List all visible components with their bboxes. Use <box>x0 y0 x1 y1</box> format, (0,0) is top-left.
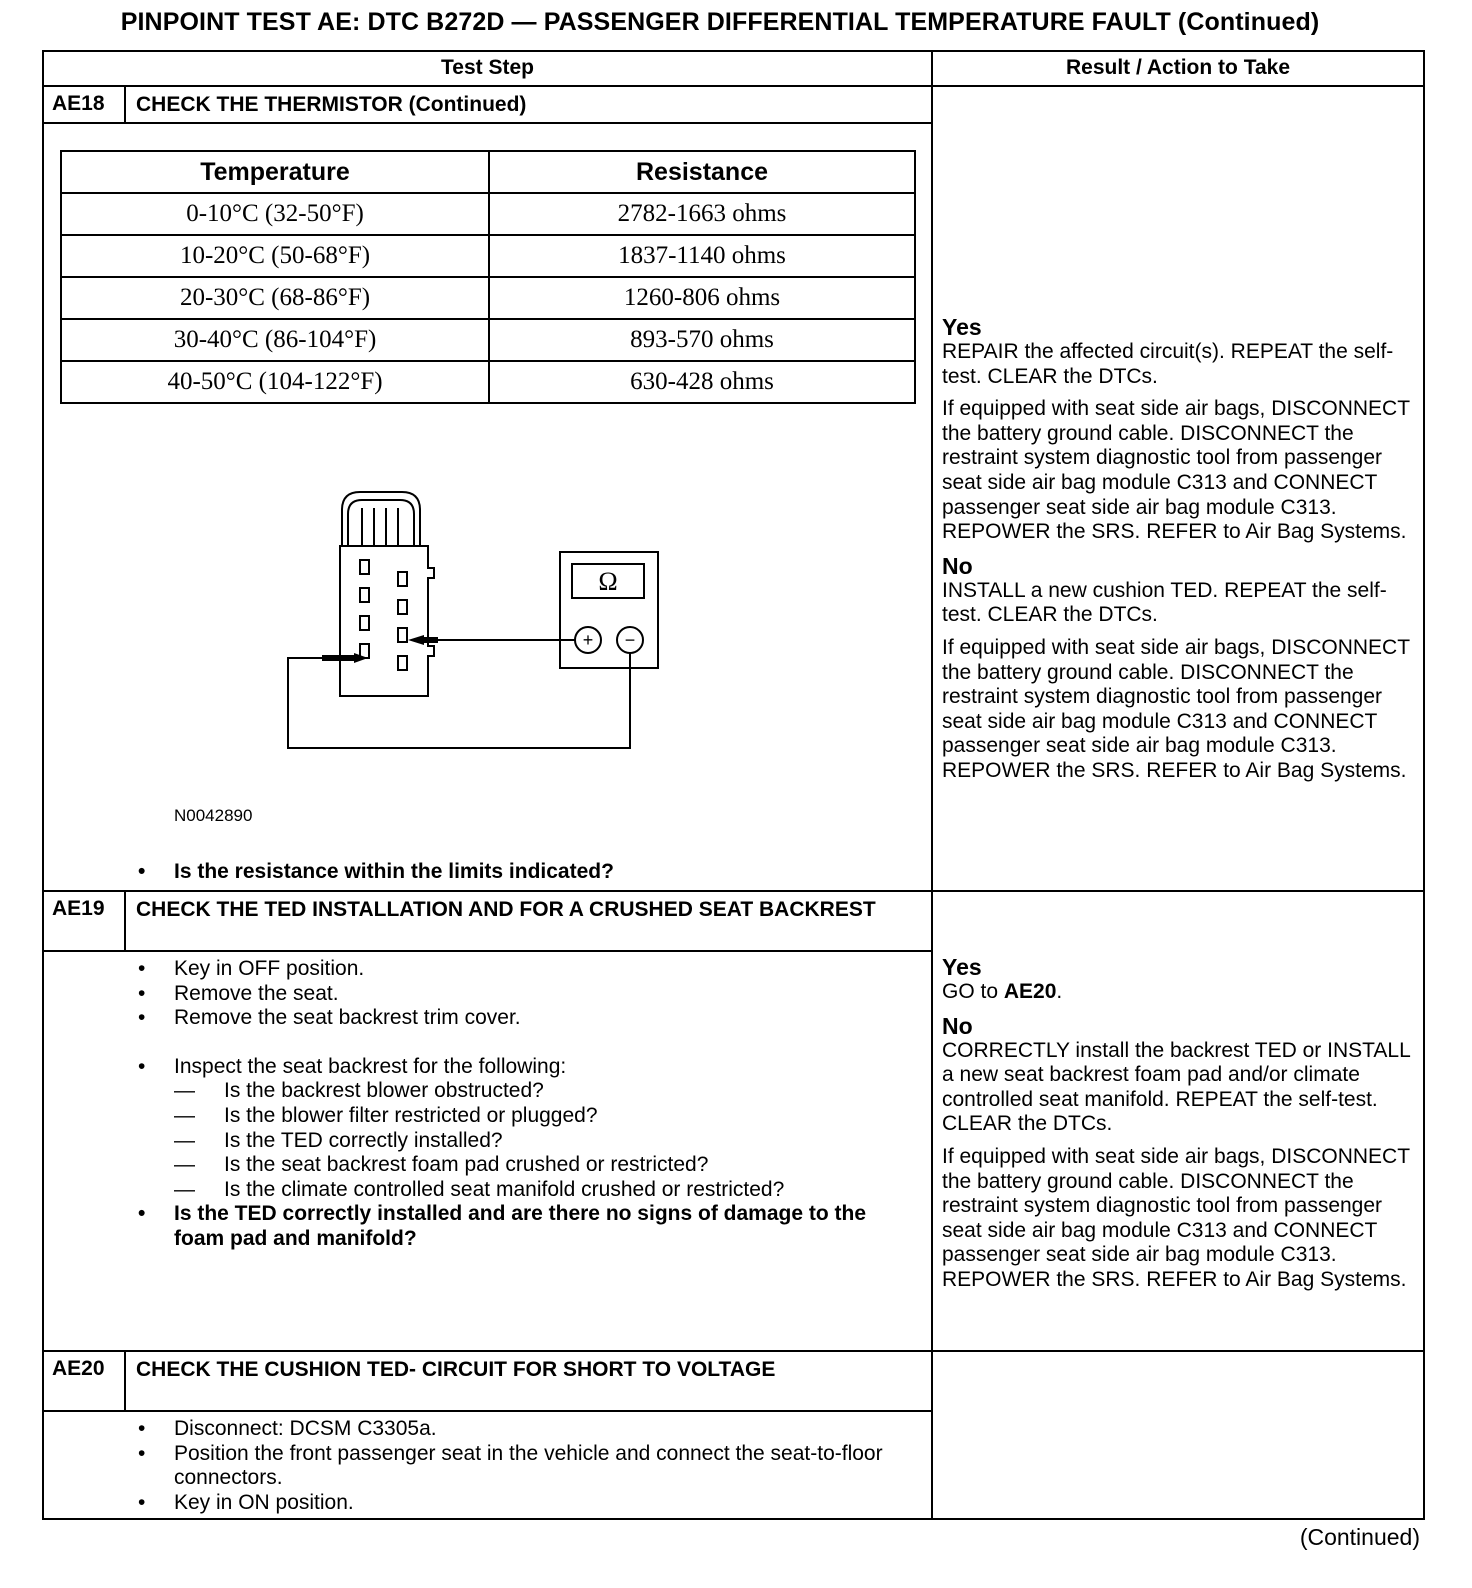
ae19-question: Is the TED correctly installed and are there no signs of damage to the foam pad and manifold? <box>174 1202 866 1250</box>
ae19-results <box>942 954 1422 1293</box>
ae18-results <box>942 314 1422 784</box>
no-action: INSTALL a new cushion TED. REPEAT the self-test. CLEAR the DTCs. <box>942 578 1387 627</box>
dash: — <box>174 1177 195 1201</box>
inspect-text: Inspect the seat backrest for the following: <box>174 1054 567 1078</box>
step-divider <box>44 1350 1423 1352</box>
bullet: • <box>138 1054 146 1078</box>
header-divider <box>44 85 1423 87</box>
go-to-target: AE20 <box>1003 980 1057 1003</box>
check-item <box>136 1104 916 1129</box>
dash: — <box>174 1153 195 1177</box>
resistance-cell: 1837-1140 ohms <box>489 235 915 277</box>
list-item <box>136 1417 916 1442</box>
resistance-cell: 1260-806 ohms <box>489 277 915 319</box>
bullet: • <box>138 1490 146 1514</box>
check-item <box>136 1079 916 1104</box>
no-note: If equipped with seat side air bags, DISCONNECT the battery ground cable. DISCONNECT the restraint system diagnostic tool from passenger seat side air bag module C313 and CONNECT passenger seat side air bag module C313. REPOWER the SRS. REFER to Air Bag Systems. <box>942 1144 1410 1291</box>
list-item <box>136 860 916 885</box>
no-action: CORRECTLY install the backrest TED or INSTALL a new seat backrest foam pad and/or climate controlled seat manifold. REPEAT the self-test. CLEAR the DTCs. <box>942 1038 1410 1136</box>
minus-symbol: − <box>624 630 636 650</box>
figure-id: N0042890 <box>174 806 253 825</box>
id-divider <box>124 892 126 952</box>
id-divider <box>124 87 126 122</box>
table-row <box>61 361 915 403</box>
bullet: • <box>138 1006 146 1030</box>
list-item <box>136 1491 916 1516</box>
list-item <box>136 1006 916 1031</box>
step-divider <box>44 890 1423 892</box>
step-title-ae20: CHECK THE CUSHION TED- CIRCUIT FOR SHORT TO VOLTAGE <box>136 1358 776 1381</box>
dash: — <box>174 1079 195 1103</box>
check-text: Is the blower filter restricted or plugged? <box>224 1103 598 1127</box>
yes-note: If equipped with seat side air bags, DISCONNECT the battery ground cable. DISCONNECT the restraint system diagnostic tool from passenger seat side air bag module C313 and CONNECT passenger seat side air bag module C313. REPOWER the SRS. REFER to Air Bag Systems. <box>942 397 1410 544</box>
table-row <box>61 319 915 361</box>
connector-body <box>340 546 434 696</box>
step-title-divider <box>44 1410 931 1412</box>
ae19-step-list <box>136 957 916 1252</box>
no-label: No <box>942 1012 973 1039</box>
ae18-question-list <box>136 860 916 885</box>
table-row <box>61 235 915 277</box>
list-item <box>136 1202 916 1251</box>
step-text: Remove the seat. <box>174 981 339 1005</box>
yes-label: Yes <box>942 954 982 980</box>
column-header-test-step: Test Step <box>441 56 534 79</box>
list-item <box>136 1442 916 1491</box>
check-text: Is the climate controlled seat manifold crushed or restricted? <box>224 1177 785 1201</box>
go-to-end: . <box>1056 980 1063 1003</box>
no-note: If equipped with seat side air bags, DISCONNECT the battery ground cable. DISCONNECT the restraint system diagnostic tool from passenger seat side air bag module C313 and CONNECT passenger seat side air bag module C313. REPOWER the SRS. REFER to Air Bag Systems. <box>942 635 1410 782</box>
check-item <box>136 1129 916 1154</box>
check-text: Is the TED correctly installed? <box>224 1128 503 1152</box>
plus-symbol: + <box>582 630 594 650</box>
yes-action: REPAIR the affected circuit(s). REPEAT the self-test. CLEAR the DTCs. <box>942 340 1394 388</box>
step-id-ae18: AE18 <box>52 92 105 115</box>
bullet: • <box>138 981 146 1005</box>
yes-label: Yes <box>942 314 982 340</box>
step-text: Position the front passenger seat in the vehicle and connect the seat-to-floor connectors. <box>174 1441 883 1490</box>
resistance-cell: 2782-1663 ohms <box>489 193 915 235</box>
step-title-divider <box>44 950 931 952</box>
id-divider <box>124 1352 126 1412</box>
resistance-cell: 893-570 ohms <box>489 319 915 361</box>
ohm-symbol: Ω <box>598 567 618 596</box>
resistance-cell: 630-428 ohms <box>489 361 915 403</box>
temperature-cell: 0-10°C (32-50°F) <box>61 193 489 235</box>
check-item <box>136 1178 916 1203</box>
step-title-ae19: CHECK THE TED INSTALLATION AND FOR A CRUSHED SEAT BACKREST <box>136 898 876 921</box>
yes-action <box>942 980 1422 1005</box>
continued-footer: (Continued) <box>1299 1524 1420 1550</box>
pinpoint-test-table <box>42 50 1425 1520</box>
step-text: Key in OFF position. <box>174 957 365 980</box>
temperature-cell: 40-50°C (104-122°F) <box>61 361 489 403</box>
thermistor-measurement-diagram <box>274 490 674 760</box>
list-item <box>136 1055 916 1080</box>
check-text: Is the backrest blower obstructed? <box>224 1079 544 1103</box>
temperature-cell: 10-20°C (50-68°F) <box>61 235 489 277</box>
thermistor-resistance-table <box>60 150 916 404</box>
ae20-step-list <box>136 1417 916 1515</box>
column-header-result: Result / Action to Take <box>1065 56 1291 79</box>
step-title-ae18: CHECK THE THERMISTOR (Continued) <box>136 93 527 116</box>
dash: — <box>174 1103 195 1127</box>
temperature-cell: 30-40°C (86-104°F) <box>61 319 489 361</box>
no-label: No <box>942 552 973 579</box>
step-text: Remove the seat backrest trim cover. <box>174 1006 521 1030</box>
check-text: Is the seat backrest foam pad crushed or restricted? <box>224 1153 709 1177</box>
page-title: PINPOINT TEST AE: DTC B272D — PASSENGER DIFFERENTIAL TEMPERATURE FAULT (Continued) <box>120 8 1320 36</box>
step-text: Key in ON position. <box>174 1490 354 1514</box>
list-item <box>136 982 916 1007</box>
check-item <box>136 1153 916 1178</box>
table-header-temperature: Temperature <box>61 151 489 193</box>
table-row <box>61 277 915 319</box>
bullet: • <box>138 957 146 980</box>
table-header-resistance: Resistance <box>489 151 915 193</box>
step-text: Disconnect: DCSM C3305a. <box>174 1417 437 1440</box>
list-item <box>136 957 916 982</box>
bullet: • <box>138 1441 146 1465</box>
ae18-question: Is the resistance within the limits indicated? <box>174 860 614 883</box>
bullet: • <box>138 860 146 883</box>
step-id-ae19: AE19 <box>52 897 105 920</box>
go-to-text: GO to <box>942 980 999 1003</box>
step-id-ae20: AE20 <box>52 1357 105 1380</box>
bullet: • <box>138 1202 146 1226</box>
temperature-cell: 20-30°C (68-86°F) <box>61 277 489 319</box>
table-row <box>61 193 915 235</box>
bullet: • <box>138 1417 146 1440</box>
step-title-divider <box>44 122 931 124</box>
dash: — <box>174 1128 195 1152</box>
column-divider <box>931 52 933 1518</box>
